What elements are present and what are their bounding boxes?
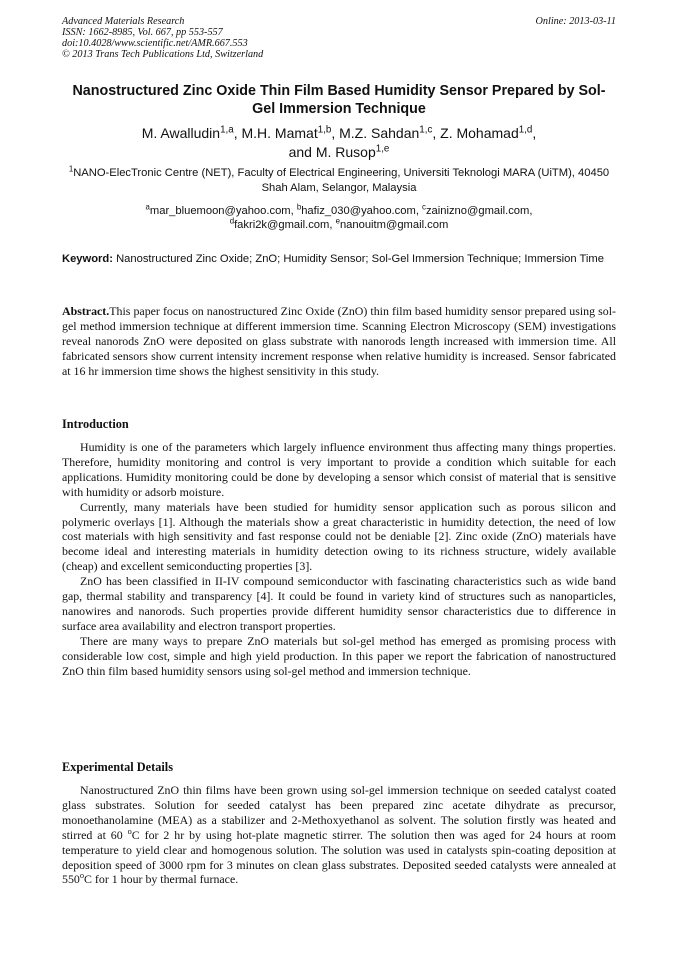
abstract-text: This paper focus on nanostructured Zinc Oxide (ZnO) thin film based humidity sensor prepared using sol-gel method immersion technique at different immersion time. Scanning Electron Microscopy (SEM) investigations reveal nanorods ZnO were deposited on glass substrate with nanorods length increased with immersion time. All fabricated sensors show current intensity increment response when relative humidity is increased. Sensor fabricated at 16 hr immersion time shows the highest sensitivity in this study.: [62, 304, 616, 378]
author: and M. Rusop$^{1,e}$: [288, 143, 390, 160]
email: $^c$zainizno@gmail.com,: [422, 202, 533, 217]
paragraph: ZnO has been classified in II-IV compound semiconductor with fascinating characteristics such as wide band gap, thermal stability and transparency [4]. It could be found in variety kind of structures such as nanoparticles, nanowires and nanorods. Such properties provide different humidity sensor characteristics due to difference in surface area availability and electron transport properties.: [62, 574, 616, 633]
author: Z. Mohamad$^{1,d}$,: [440, 124, 537, 141]
paragraph: Nanostructured ZnO thin films have been grown using sol-gel immersion technique on seeded catalyst coated glass substrates. Solution for seeded catalyst has been prepared zinc acetate dihydrate as precursor, monoethanolamine (MEA) as a stabilizer and 2-Methoxyethanol as solvent. The solution firstly was heated and stirred at 60 $^o$C for 2 hr by using hot-plate magnetic stirrer. The solution then was aged for 24 hours at room temperature to yield clear and homogenous solution. The solution was used in catalysts spin-coating deposition at deposition speed of 3000 rpm for 3 minutes on clean glass substrates. Deposited seeded catalysts were annealed at 550$^o$C for 1 hour by thermal furnace.: [62, 783, 616, 887]
author: M. Awalludin$^{1,a}$,: [141, 124, 242, 141]
copyright-line: © 2013 Trans Tech Publications Ltd, Switzerland: [62, 49, 264, 60]
keywords-label: Keyword:: [62, 253, 113, 265]
abstract-block: [62, 304, 616, 379]
email: $^d$fakri2k@gmail.com,: [229, 216, 336, 231]
author: M.Z. Sahdan$^{1,c}$,: [339, 124, 441, 141]
paragraph: Currently, many materials have been studied for humidity sensor application such as porous silicon and polymeric overlays [1]. Although the materials show a great characteristic in humidity detection, the need of low cost materials with high sensitivity and fast response could not be deniable [2]. Zinc oxide (ZnO) materials have become ideal and interesting materials in humidity detection owing to its richness structure, widely available (cheap) and excellent semiconducting properties [3].: [62, 499, 616, 574]
author: M.H. Mamat$^{1,b}$,: [241, 124, 340, 141]
introduction-heading: Introduction: [62, 417, 129, 431]
online-date: Online: 2013-03-11: [535, 16, 616, 27]
doi-line: doi:10.4028/www.scientific.net/AMR.667.553: [62, 38, 248, 49]
email: $^a$mar_bluemoon@yahoo.com,: [145, 202, 297, 217]
abstract-label: Abstract.: [62, 304, 110, 318]
email: $^b$hafiz_030@yahoo.com,: [296, 202, 423, 217]
author-list: [62, 124, 616, 162]
keywords-block: [62, 252, 616, 267]
experimental-body: [62, 783, 616, 887]
email: $^e$nanouitm@gmail.com: [335, 216, 449, 231]
journal-name: Advanced Materials Research: [62, 16, 185, 27]
experimental-heading: Experimental Details: [62, 760, 173, 774]
email-list: [62, 204, 616, 232]
introduction-body: [62, 440, 616, 679]
keywords-text: Nanostructured Zinc Oxide; ZnO; Humidity Sensor; Sol-Gel Immersion Technique; Immersion Time: [116, 253, 604, 265]
affiliation: $^1$NANO-ElecTronic Centre (NET), Faculty of Electrical Engineering, Universiti Teknologi MARA (UiTM), 40450 Shah Alam, Selangor, Malaysia: [68, 164, 610, 194]
paragraph: Humidity is one of the parameters which largely influence environment thus affecting many things properties. Therefore, humidity monitoring and control is very important to provide a condition which suitable for each applications. Humidity monitoring could be done by developing a sensor which consist of material that is sensitive with humidity or adsorb moisture.: [62, 440, 616, 499]
paper-title: Nanostructured Zinc Oxide Thin Film Based Humidity Sensor Prepared by Sol-Gel Immersion Technique: [72, 83, 606, 117]
journal-header: [62, 16, 616, 60]
issn-line: ISSN: 1662-8985, Vol. 667, pp 553-557: [62, 27, 223, 38]
paragraph: There are many ways to prepare ZnO materials but sol-gel method has emerged as promising process with considerable low cost, simple and high yield production. In this paper we report the fabrication of nanostructured ZnO thin film based humidity sensors using sol-gel method and immersion technique.: [62, 633, 616, 678]
